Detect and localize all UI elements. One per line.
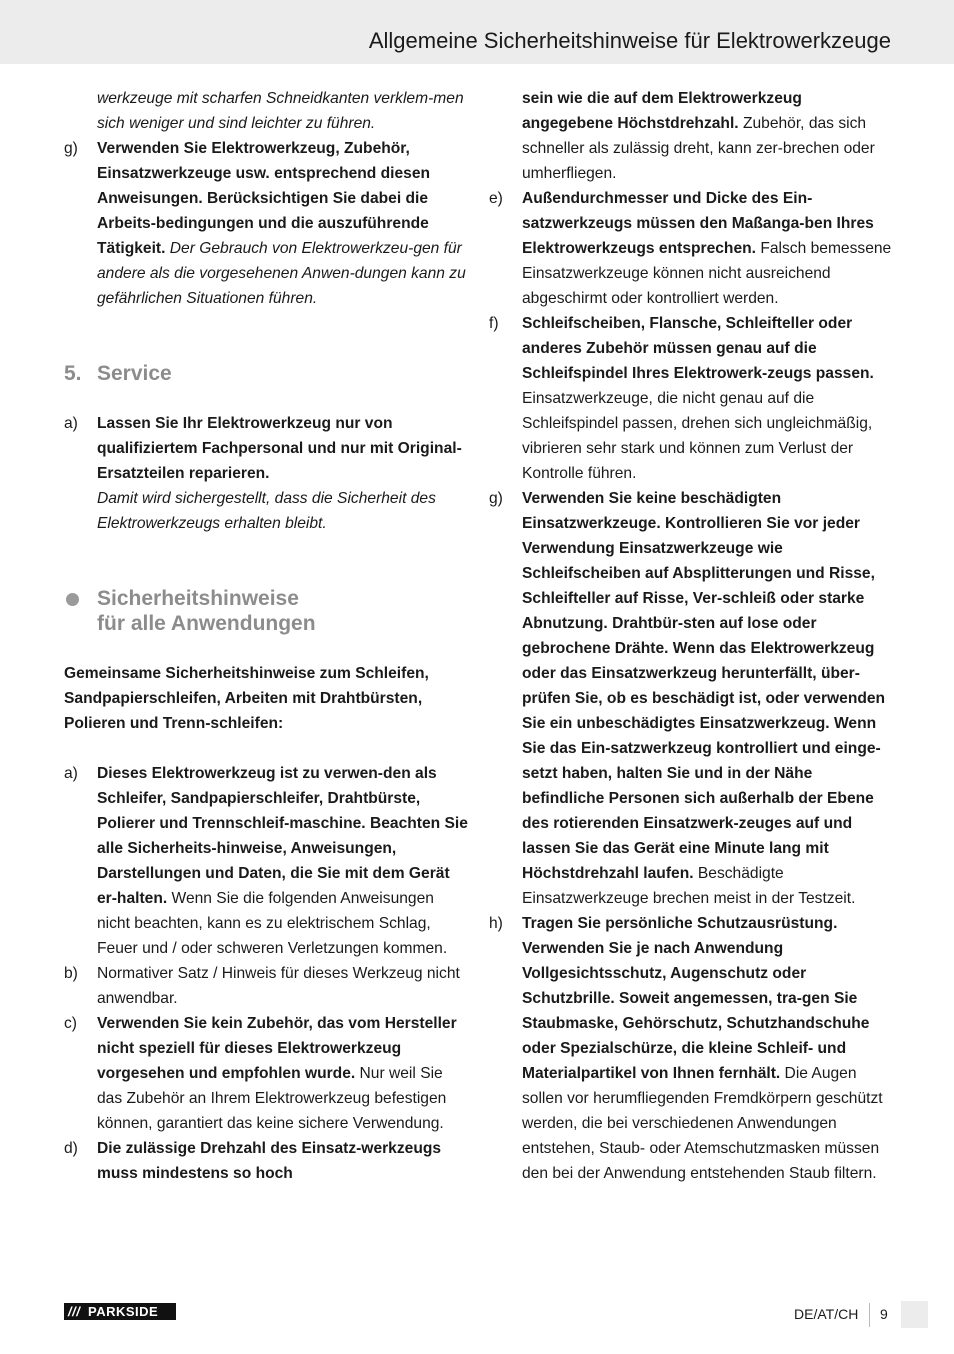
item-letter: a) [64, 415, 78, 432]
page-title: Allgemeine Sicherheitshinweise für Elektrowerkzeuge [368, 28, 891, 53]
page-number: 9 [880, 1306, 888, 1322]
item-body-text: Wenn Sie die folgenden Anweisungen nicht beachten, kann es zu elektrischem Schlag, Feuer und / oder schweren Verletzungen kommen. [97, 890, 448, 957]
section-heading-safety [64, 586, 468, 636]
item-bold-text: Dieses Elektrowerkzeug ist zu verwen-den als Schleifer, Sandpapierschleifer, Drahtbürste, Polierer und Trennschleif-maschine. Beachten Sie alle Sicherheits-hinweise, Anweisungen, Darstellungen und Daten, die Sie mit dem Gerät er-halten. [97, 765, 468, 907]
item-body-text: Falsch bemessene Einsatzwerkzeuge können nicht ausreichend abgeschirmt oder kontrolliert werden. [522, 240, 892, 307]
item-bold-text: Lassen Sie Ihr Elektrowerkzeug nur von qualifiziertem Fachpersonal und nur mit Original-Ersatzteilen reparieren. [97, 415, 462, 482]
section-number: 5. [64, 362, 82, 385]
logo-slashes: /// [68, 1304, 81, 1319]
list-item-a-service [64, 411, 468, 536]
item-body-text: Beschädigte Einsatzwerkzeuge brechen meist in der Testzeit. [522, 865, 856, 907]
list-item-d [64, 1136, 468, 1186]
item-letter: b) [64, 965, 78, 982]
list-item-e [489, 186, 895, 311]
section-title-line2: für alle Anwendungen [97, 612, 316, 635]
list-item-h [489, 911, 895, 1186]
section-title: Service [97, 362, 172, 385]
item-bold-text: Die zulässige Drehzahl des Einsatz-werkzeugs muss mindestens so hoch [97, 1140, 442, 1182]
list-item-f [489, 311, 895, 486]
item-letter: f) [489, 315, 499, 332]
item-letter: a) [64, 765, 78, 782]
list-item-b [64, 961, 468, 1011]
bullet-icon [66, 593, 79, 606]
section-title-line1: Sicherheitshinweise [97, 587, 299, 610]
list-item-g [64, 136, 468, 311]
item-body-text: Der Gebrauch von Elektrowerkzeu-gen für andere als die vorgesehenen Anwen-dungen kann zu gefährlichen Situationen führen. [97, 240, 466, 307]
item-body-text: Zubehör, das sich schneller als zulässig dreht, kann zer-brechen oder umherfliegen. [522, 115, 875, 182]
item-letter: d) [64, 1140, 78, 1157]
item-bold-text: Tragen Sie persönliche Schutzausrüstung. Verwenden Sie je nach Anwendung Vollgesichtsschutz, Augenschutz oder Schutzbrille. Soweit angemessen, tra-gen Sie Staubmaske, Gehörschutz, Schutzhandschuhe oder Spezialschürze, die kleine Schleif- und Materialpartikel von Ihnen fernhält. [522, 915, 870, 1082]
item-letter: g) [489, 490, 503, 507]
item-bold-text: Verwenden Sie keine beschädigten Einsatzwerkzeuge. Kontrollieren Sie vor jeder Verwendung Einsatzwerkzeuge wie Schleifscheiben auf Absplitterungen und Risse, Schleifteller auf Risse, Ver-schleiß oder starke Abnutzung. Drahtbür-sten auf lose oder gebrochene Drähte. Wenn das Elektrowerkzeug oder das Einsatzwerkzeug herunterfällt, über-prüfen Sie, ob es beschädigt ist, oder verwenden Sie ein unbeschädigtes Einsatzwerkzeug. Wenn Sie das Ein-satzwerkzeug kontrolliert und einge-setzt haben, halten Sie und in der Nähe befindliche Personen sich außerhalb der Ebene des rotierenden Einsatzwerk-zeuges auf und lassen Sie das Gerät eine Minute lang mit Höchstdrehzahl laufen. [522, 490, 886, 882]
item-letter: c) [64, 1015, 77, 1032]
continued-paragraph [489, 86, 895, 186]
footer-tab [901, 1301, 928, 1328]
item-body-text: Nur weil Sie das Zubehör an Ihrem Elektrowerkzeug befestigen können, garantiert das keine sichere Verwendung. [97, 1065, 447, 1132]
item-body-text: Damit wird sichergestellt, dass die Sicherheit des Elektrowerkzeugs erhalten bleibt. [97, 490, 436, 532]
footer-divider [869, 1303, 870, 1327]
intro-paragraph: Gemeinsame Sicherheitshinweise zum Schleifen, Sandpapierschleifen, Arbeiten mit Drahtbürsten, Polieren und Trenn-schleifen: [64, 665, 429, 732]
item-bold-text: Verwenden Sie kein Zubehör, das vom Hersteller nicht speziell für dieses Elektrowerkzeug vorgesehen und empfohlen wurde. [97, 1015, 457, 1082]
item-bold-text: sein wie die auf dem Elektrowerkzeug angegebene Höchstdrehzahl. [522, 90, 802, 132]
item-bold-text: Außendurchmesser und Dicke des Ein-satzwerkzeugs müssen den Maßanga-ben Ihres Elektrowerkzeugs entsprechen. [522, 190, 874, 257]
item-body-text: Die Augen sollen vor herumfliegenden Fremdkörpern geschützt werden, die bei verschiedenen Anwendungen entstehen, Staub- oder Atemschutzmasken müssen den bei der Anwendung entstehenden Staub filtern. [522, 1065, 883, 1182]
list-item-c [64, 1011, 468, 1136]
parkside-logo [64, 1303, 176, 1320]
right-column [489, 86, 895, 1186]
item-bold-text: Schleifscheiben, Flansche, Schleifteller oder anderes Zubehör müssen genau auf die Schleifspindel Ihres Elektrowerk-zeugs passen. [522, 315, 874, 382]
left-column [64, 86, 468, 1186]
region-label: DE/AT/CH [794, 1306, 859, 1322]
list-item-a [64, 761, 468, 961]
item-body-text: Normativer Satz / Hinweis für dieses Werkzeug nicht anwendbar. [97, 965, 460, 1007]
list-item-g-right [489, 486, 895, 911]
item-body-text: Einsatzwerkzeuge, die nicht genau auf die Schleifspindel passen, drehen sich ungleichmäßig, vibrieren sehr stark und können zum Verlust der Kontrolle führen. [522, 390, 873, 482]
continued-paragraph: werkzeuge mit scharfen Schneidkanten verklem-men sich weniger und sind leichter zu führen. [97, 90, 464, 132]
item-bold-text: Verwenden Sie Elektrowerkzeug, Zubehör, Einsatzwerkzeuge usw. entsprechend diesen Anweisungen. Berücksichtigen Sie dabei die Arbeits-bedingungen und die auszuführende Tätigkeit. [97, 140, 431, 257]
item-letter: g) [64, 140, 78, 157]
section-heading-service [64, 361, 468, 386]
item-letter: h) [489, 915, 503, 932]
logo-text: PARKSIDE [88, 1304, 159, 1319]
item-letter: e) [489, 190, 503, 207]
